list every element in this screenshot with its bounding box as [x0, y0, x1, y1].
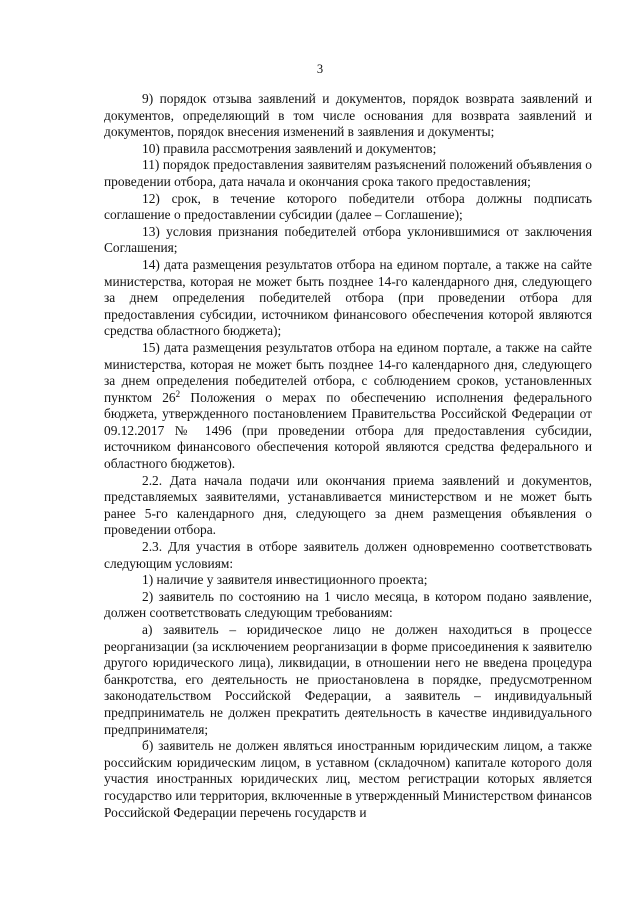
paragraph-item-15 — [104, 340, 592, 473]
paragraph-2-2: 2.2. Дата начала подачи или окончания приема заявлений и документов, представляемых заявителями, устанавливается министерством и не может быть ранее 5-го календарного дня, следующего за днем размещения объявления о проведении отбора. — [104, 472, 592, 538]
superscript-2: 2 — [175, 388, 181, 399]
paragraph-item-13: 13) условия признания победителей отбора уклонившимися от заключения Соглашения; — [104, 223, 592, 256]
condition-item-2: 2) заявитель по состоянию на 1 число месяца, в котором подано заявление, должен соответствовать следующим требованиям: — [104, 588, 592, 621]
paragraph-2-3: 2.3. Для участия в отборе заявитель должен одновременно соответствовать следующим условиям: — [104, 539, 592, 571]
condition-item-1: 1) наличие у заявителя инвестиционного проекта; — [142, 572, 428, 588]
requirement-item-a: а) заявитель – юридическое лицо не должен находиться в процессе реорганизации (за исключением реорганизации в форме присоединения к заявителю другого юридического лица), ликвидации, в отношении него не введена процедура банкротства, его деятельность не приостановлена в порядке, предусмотренном законодательством Российской Федерации, а заявитель – индивидуальный предприниматель не должен прекратить деятельность в качестве индивидуального предпринимателя; — [104, 622, 592, 737]
paragraph-item-9: 9) порядок отзыва заявлений и документов, порядок возврата заявлений и документов, определяющий в том числе основания для возврата заявлений и документов, порядок внесения изменений в заявления и документы; — [104, 91, 592, 140]
document-body — [104, 91, 592, 821]
paragraph-item-10: 10) правила рассмотрения заявлений и документов; — [142, 140, 437, 156]
paragraph-item-12: 12) срок, в течение которого победители отбора должны подписать соглашение о предоставлении субсидии (далее – Соглашение); — [104, 190, 592, 223]
paragraph-item-15-text: 15) дата размещения результатов отбора на едином портале, а также на сайте министерства, которая не может быть позднее 14-го календарного дня, следующего за днем определения победителей отбора, с соблюдением сроков, установленных пунктом 26 — [104, 339, 592, 405]
paragraph-item-14: 14) дата размещения результатов отбора на едином портале, а также на сайте министерства, которая не может быть позднее 14-го календарного дня, следующего за днем определения победителей отбора (при проведении отбора для предоставления субсидии, источником финансового обеспечения которой являются средства областного бюджета); — [104, 256, 592, 339]
paragraph-item-15-text-cont: Положения о мерах по обеспечению исполнения федерального бюджета, утвержденного постановлением Правительства Российской Федерации от 09.12.2017 № 1496 (при проведении отбора для предоставления субсидии, источником финансового обеспечения которой являются средства федерального и областного бюджетов). — [104, 389, 592, 472]
page-number: 3 — [316, 62, 324, 76]
requirement-item-b: б) заявитель не должен являться иностранным юридическим лицом, а также российским юридическим лицом, в уставном (складочном) капитале которого доля участия иностранных юридических лиц, местом регистрации которых является государство или территория, включенные в утвержденный Министерством финансов Российской Федерации перечень государств и — [104, 738, 592, 820]
paragraph-item-11: 11) порядок предоставления заявителям разъяснений положений объявления о проведении отбора, дата начала и окончания срока такого предоставления; — [104, 157, 592, 189]
